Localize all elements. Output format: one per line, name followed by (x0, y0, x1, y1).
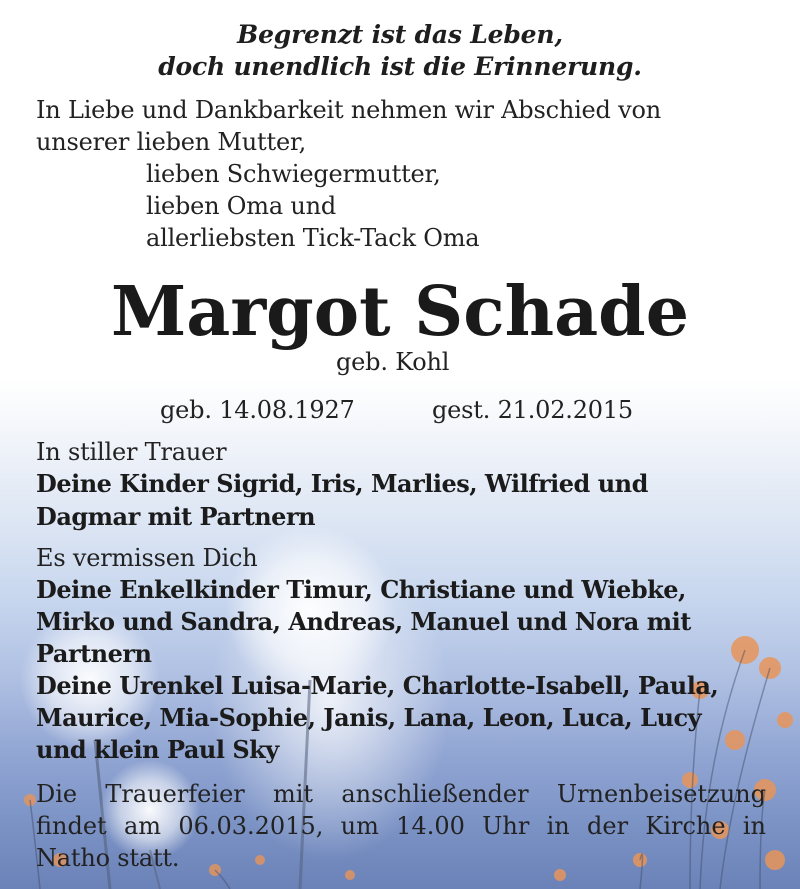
children-line-1: Deine Kinder Sigrid, Iris, Marlies, Wilfried und (36, 469, 648, 498)
intro-line-1: In Liebe und Dankbarkeit nehmen wir Abschied von (36, 96, 662, 124)
great-grandchildren-line-2: Maurice, Mia-Sophie, Janis, Lana, Leon, Luca, Lucy (36, 703, 702, 732)
birth-date: geb. 14.08.1927 (160, 396, 355, 424)
service-line-1: Die Trauerfeier mit anschließender Urnenbeisetzung (36, 780, 766, 808)
great-grandchildren-line-3: und klein Paul Sky (36, 735, 279, 764)
grandchildren-line-1: Deine Enkelkinder Timur, Christiane und Wiebke, (36, 575, 686, 604)
grandchildren-line-2: Mirko und Sandra, Andreas, Manuel und Nora mit (36, 607, 691, 636)
great-grandchildren-line-1: Deine Urenkel Luisa-Marie, Charlotte-Isabell, Paula, (36, 671, 719, 700)
motto-line-1: Begrenzt ist das Leben, (237, 20, 563, 49)
intro-line-4: lieben Oma und (146, 192, 337, 220)
mourners-intro: In stiller Trauer (36, 438, 227, 466)
intro-line-5: allerliebsten Tick-Tack Oma (146, 224, 480, 252)
death-date: gest. 21.02.2015 (432, 396, 633, 424)
motto-line-2: doch unendlich ist die Erinnerung. (158, 52, 642, 81)
missed-intro: Es vermissen Dich (36, 544, 258, 572)
children-line-2: Dagmar mit Partnern (36, 502, 316, 531)
deceased-name: Margot Schade (111, 272, 689, 352)
maiden-name: geb. Kohl (336, 348, 450, 376)
intro-line-3: lieben Schwiegermutter, (146, 160, 441, 188)
service-line-2: findet am 06.03.2015, um 14.00 Uhr in der Kirche in (36, 812, 766, 840)
intro-line-2: unserer lieben Mutter, (36, 128, 307, 156)
grandchildren-line-3: Partnern (36, 639, 152, 668)
service-line-3: Natho statt. (36, 844, 180, 872)
